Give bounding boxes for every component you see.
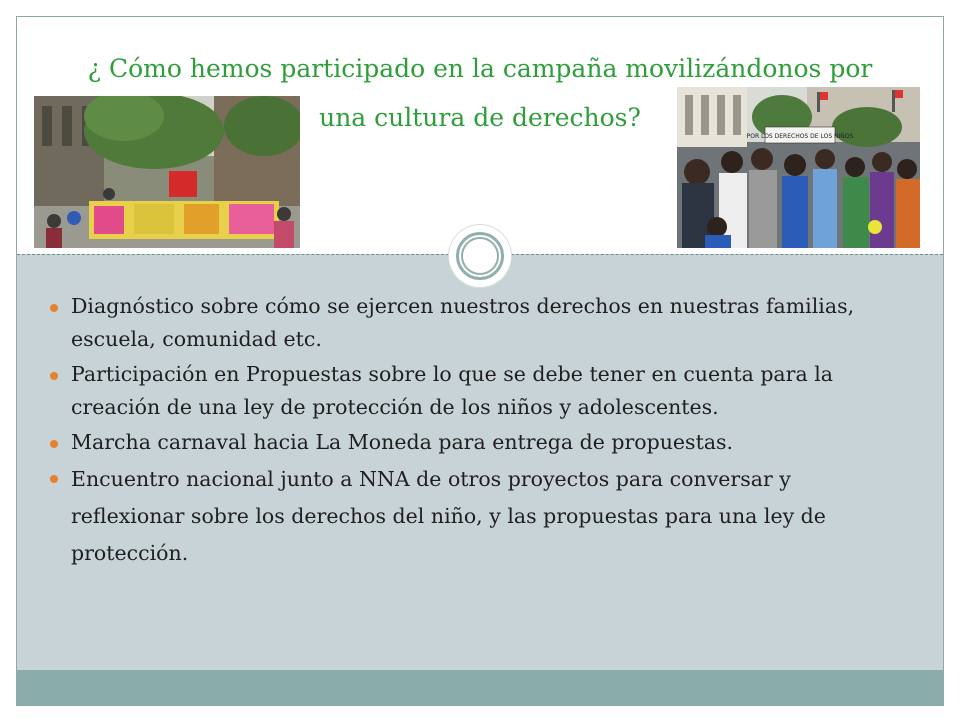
list-item-text: Encuentro nacional junto a NNA de otros proyectos para conversar y reflexionar sobre los derechos del niño, y las propuestas para una ley de protección. bbox=[71, 467, 826, 565]
ring-inner bbox=[461, 237, 499, 275]
slide-title bbox=[30, 44, 930, 142]
list-item bbox=[50, 426, 910, 459]
bullet-dot-icon bbox=[50, 304, 58, 312]
title-line-1: ¿ Cómo hemos participado en la campaña movilizándonos por bbox=[87, 54, 873, 83]
list-item bbox=[50, 461, 910, 572]
footer-band bbox=[17, 670, 943, 706]
list-item-text: Marcha carnaval hacia La Moneda para entrega de propuestas. bbox=[71, 430, 734, 454]
divider-ring-ornament bbox=[449, 225, 511, 287]
list-item-text: Diagnóstico sobre cómo se ejercen nuestros derechos en nuestras familias, escuela, comunidad etc. bbox=[71, 294, 855, 351]
bullet-dot-icon bbox=[50, 372, 58, 380]
bullet-list bbox=[50, 290, 910, 574]
bullet-dot-icon bbox=[50, 475, 58, 483]
bullet-dot-icon bbox=[50, 440, 58, 448]
banner-sign-text: POR LOS DERECHOS DE LOS NIÑOS bbox=[746, 133, 854, 140]
list-item bbox=[50, 358, 910, 424]
list-item-text: Participación en Propuestas sobre lo que se debe tener en cuenta para la creación de una ley de protección de los niños y adolescentes. bbox=[71, 362, 833, 419]
title-line-2: una cultura de derechos? bbox=[319, 103, 641, 132]
list-item bbox=[50, 290, 910, 356]
